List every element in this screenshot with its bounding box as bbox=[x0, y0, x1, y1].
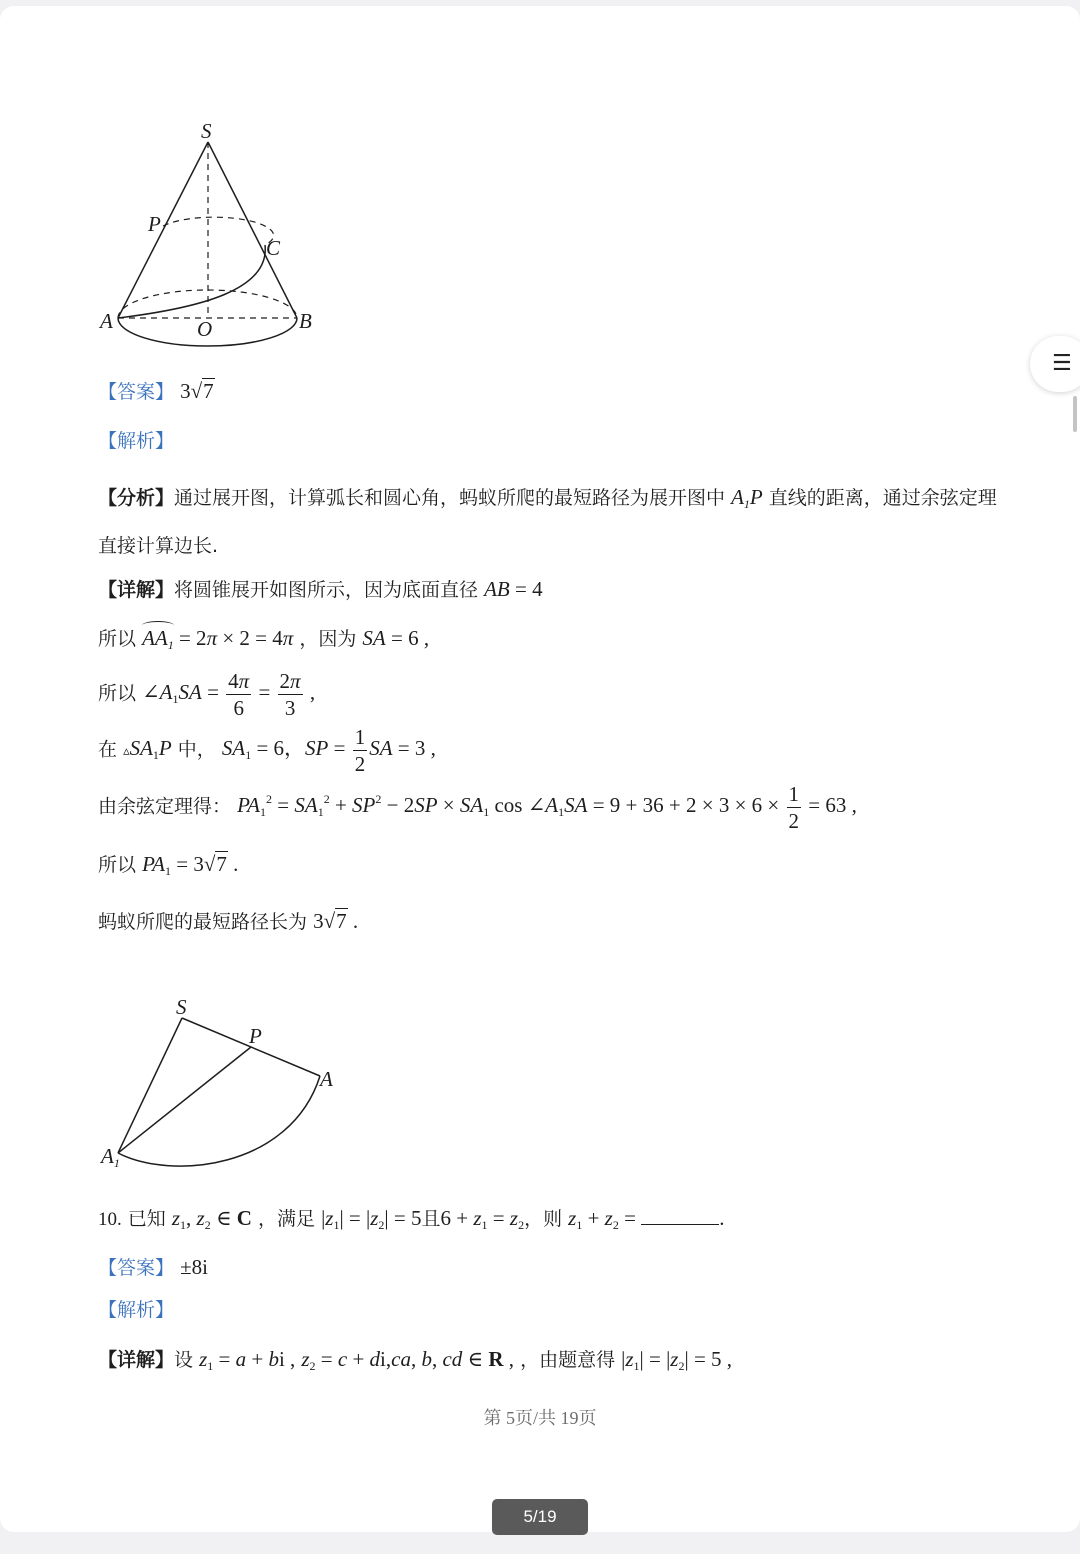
question-10 bbox=[98, 1205, 724, 1238]
fenxi-text3: 直接计算边长. bbox=[98, 535, 219, 557]
q10-set: $z_1$, $z_2$ ∈ C bbox=[171, 1206, 252, 1232]
eq-line-3 bbox=[98, 724, 436, 777]
q10-detail-t2: ，由题意得 bbox=[520, 1349, 616, 1371]
q10-z2: $z_2 = c + di,ca$, b, cd ∈ R , bbox=[301, 1347, 515, 1373]
q10-text1: 已知 bbox=[127, 1208, 166, 1230]
label-b: B bbox=[299, 309, 312, 333]
label-a: A bbox=[100, 309, 113, 333]
page-indicator: 5/19 bbox=[492, 1499, 588, 1535]
answer-blank bbox=[641, 1206, 719, 1225]
fenxi-text2: 直线的距离，通过余弦定理 bbox=[768, 487, 997, 509]
sector-label-a: A bbox=[320, 1067, 333, 1091]
eq1-mid: ，因为 bbox=[299, 628, 357, 650]
q10-z1: $z_1 = a$ + bi , bbox=[199, 1347, 296, 1373]
answer-value: 3√7 bbox=[180, 379, 214, 403]
eq-cosine: $PA_1^2 = SA_1^2 + SP^2 - 2SP \times SA_1$ $\cos \angle A_1SA = 9 + 36 + 2 \times 3 \times 6$ × $\frac{1}{2}$ = 63 , bbox=[237, 782, 857, 833]
answer-line bbox=[98, 378, 215, 405]
detail-text: 将圆锥展开如图所示，因为底面直径 bbox=[174, 579, 479, 601]
q10-answer-tag: 【答案】 bbox=[98, 1257, 175, 1279]
detail-line bbox=[98, 576, 543, 603]
menu-icon[interactable]: ☰ bbox=[1030, 336, 1080, 392]
q10-modulus: $|z_1| = |z_2| = 5$ bbox=[321, 1206, 422, 1232]
label-p: P bbox=[148, 212, 161, 236]
q10-text3: 且 bbox=[421, 1208, 441, 1230]
segment-a1p: $A_1P$ bbox=[731, 485, 763, 511]
q10-answer-line bbox=[98, 1254, 208, 1281]
q10-analysis-tag: 【解析】 bbox=[98, 1299, 175, 1321]
question-number: 10. bbox=[98, 1209, 122, 1230]
eq-sp: $SA_1 = 6$，SP = $\frac{1}{2}$ SA = 3 , bbox=[221, 725, 436, 776]
q10-relation: $6 + z_1 = z_2$ bbox=[440, 1206, 525, 1232]
fenxi-label: 【分析】 bbox=[98, 487, 175, 509]
eq-triangle: $▵SA_1P$ bbox=[123, 736, 172, 763]
sector-label-p: P bbox=[249, 1024, 262, 1048]
eq4-prefix: 由余弦定理得： bbox=[98, 795, 232, 818]
q10-detail-line bbox=[98, 1346, 732, 1379]
q10-text2: ，满足 bbox=[258, 1208, 316, 1230]
sector-figure bbox=[96, 992, 346, 1178]
answer-tag: 【答案】 bbox=[98, 381, 175, 403]
q10-detail-t1: 设 bbox=[174, 1349, 194, 1371]
eq3-mid: 中， bbox=[177, 738, 216, 761]
document-page bbox=[0, 6, 1080, 1532]
eq-sa: SA = 6 , bbox=[362, 626, 430, 650]
fenxi-line bbox=[98, 484, 997, 517]
eq1-prefix: 所以 bbox=[98, 628, 137, 650]
eq2-prefix: 所以 bbox=[98, 682, 137, 705]
eq-line-1 bbox=[98, 625, 429, 658]
eq-angle: $\angle A_1SA$ = $\frac{4\pi}{6}$ = $\frac{2\pi}{3}$ , bbox=[142, 669, 316, 720]
eq-line-6 bbox=[98, 908, 358, 935]
eq-line-4 bbox=[98, 781, 857, 834]
page-footer: 第 5页/共 19页 bbox=[483, 1408, 597, 1428]
label-o: O bbox=[197, 317, 213, 341]
q10-detail-modulus: $|z_1| = |z_2| = 5$ , bbox=[621, 1347, 733, 1373]
q10-detail-label: 【详解】 bbox=[98, 1349, 175, 1371]
q10-text4: ，则 bbox=[524, 1208, 563, 1230]
analysis-tag: 【解析】 bbox=[98, 430, 175, 452]
label-c: C bbox=[266, 236, 281, 260]
eq-arc: $AA_1 = 2\pi \times 2 = 4\pi$ bbox=[142, 626, 293, 650]
eq-pa1: $PA_1 = 3√7$ . bbox=[142, 852, 239, 878]
detail-label: 【详解】 bbox=[98, 579, 175, 601]
fenxi-text1: 通过展开图，计算弧长和圆心角，蚂蚁所爬的最短路径为展开图中 bbox=[174, 487, 726, 509]
sector-label-a1: A1 bbox=[101, 1144, 120, 1170]
eq-ab: AB = 4 bbox=[484, 577, 543, 601]
scrollbar-thumb[interactable] bbox=[1073, 396, 1077, 432]
eq-line-2 bbox=[98, 668, 315, 721]
conclusion-text: 蚂蚁所爬的最短路径长为 bbox=[98, 911, 308, 933]
sector-label-s: S bbox=[176, 995, 187, 1019]
q10-answer-value: ±8i bbox=[180, 1255, 208, 1279]
eq3-prefix: 在 bbox=[98, 738, 118, 761]
conclusion-value: 3√7 . bbox=[313, 909, 359, 933]
q10-sum: $z_1 + z_2$ = . bbox=[568, 1206, 725, 1232]
label-s: S bbox=[201, 119, 212, 143]
eq-line-5 bbox=[98, 851, 238, 884]
eq5-prefix: 所以 bbox=[98, 854, 137, 876]
cone-figure bbox=[96, 118, 326, 363]
